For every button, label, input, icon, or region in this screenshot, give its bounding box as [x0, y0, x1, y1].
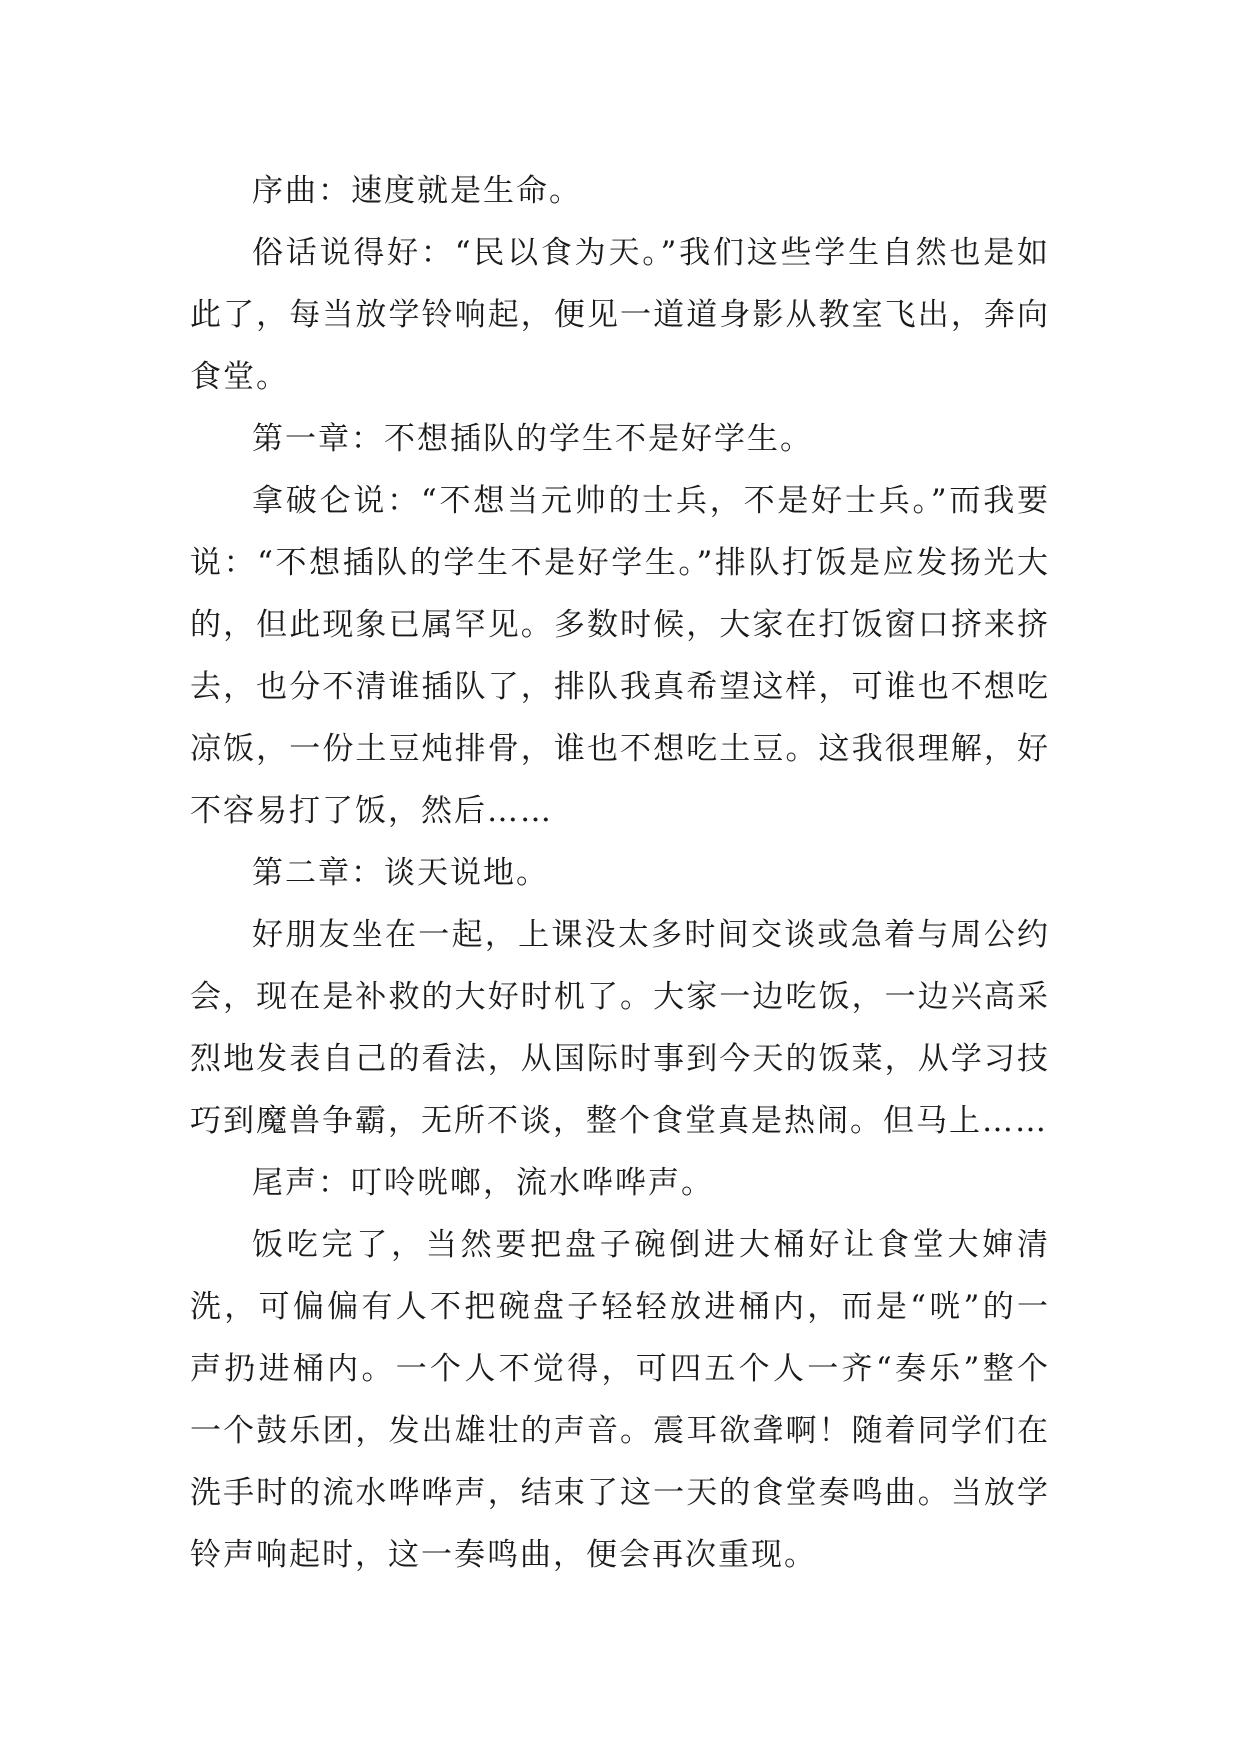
document-body: [190, 160, 1050, 1586]
chapter-one-heading: 第一章：不想插队的学生不是好学生。: [252, 421, 813, 457]
paragraph: 拿破仑说：“不想当元帅的士兵，不是好士兵。”而我要说：“不想插队的学生不是好学生。”排队打饭是应发扬光大的，但此现象已属罕见。多数时候，大家在打饭窗口挤来挤去，也分不清谁插队了，排队我真希望这样，可谁也不想吃凉饭，一份土豆炖排骨，谁也不想吃土豆。这我很理解，好不容易打了饭，然后……: [190, 483, 1050, 829]
paragraph: 俗话说得好：“民以食为天。”我们这些学生自然也是如此了，每当放学铃响起，便见一道道身影从教室飞出，奔向食堂。: [190, 235, 1050, 395]
paragraph: 好朋友坐在一起，上课没太多时间交谈或急着与周公约会，现在是补救的大好时机了。大家一边吃饭，一边兴高采烈地发表自己的看法，从国际时事到今天的饭菜，从学习技巧到魔兽争霸，无所不谈，整个食堂真是热闹。但马上……: [190, 917, 1050, 1139]
chapter-two-heading: 第二章：谈天说地。: [252, 855, 549, 891]
paragraph: 饭吃完了，当然要把盘子碗倒进大桶好让食堂大婶清洗，可偏偏有人不把碗盘子轻轻放进桶内，而是“咣”的一声扔进桶内。一个人不觉得，可四五个人一齐“奏乐”整个一个鼓乐团，发出雄壮的声音。震耳欲聋啊！随着同学们在洗手时的流水哗哗声，结束了这一天的食堂奏鸣曲。当放学铃声响起时，这一奏鸣曲，便会再次重现。: [190, 1227, 1050, 1573]
coda-heading: 尾声：叮呤咣啷，流水哗哗声。: [252, 1165, 714, 1201]
prelude-heading: 序曲：速度就是生命。: [252, 173, 582, 209]
